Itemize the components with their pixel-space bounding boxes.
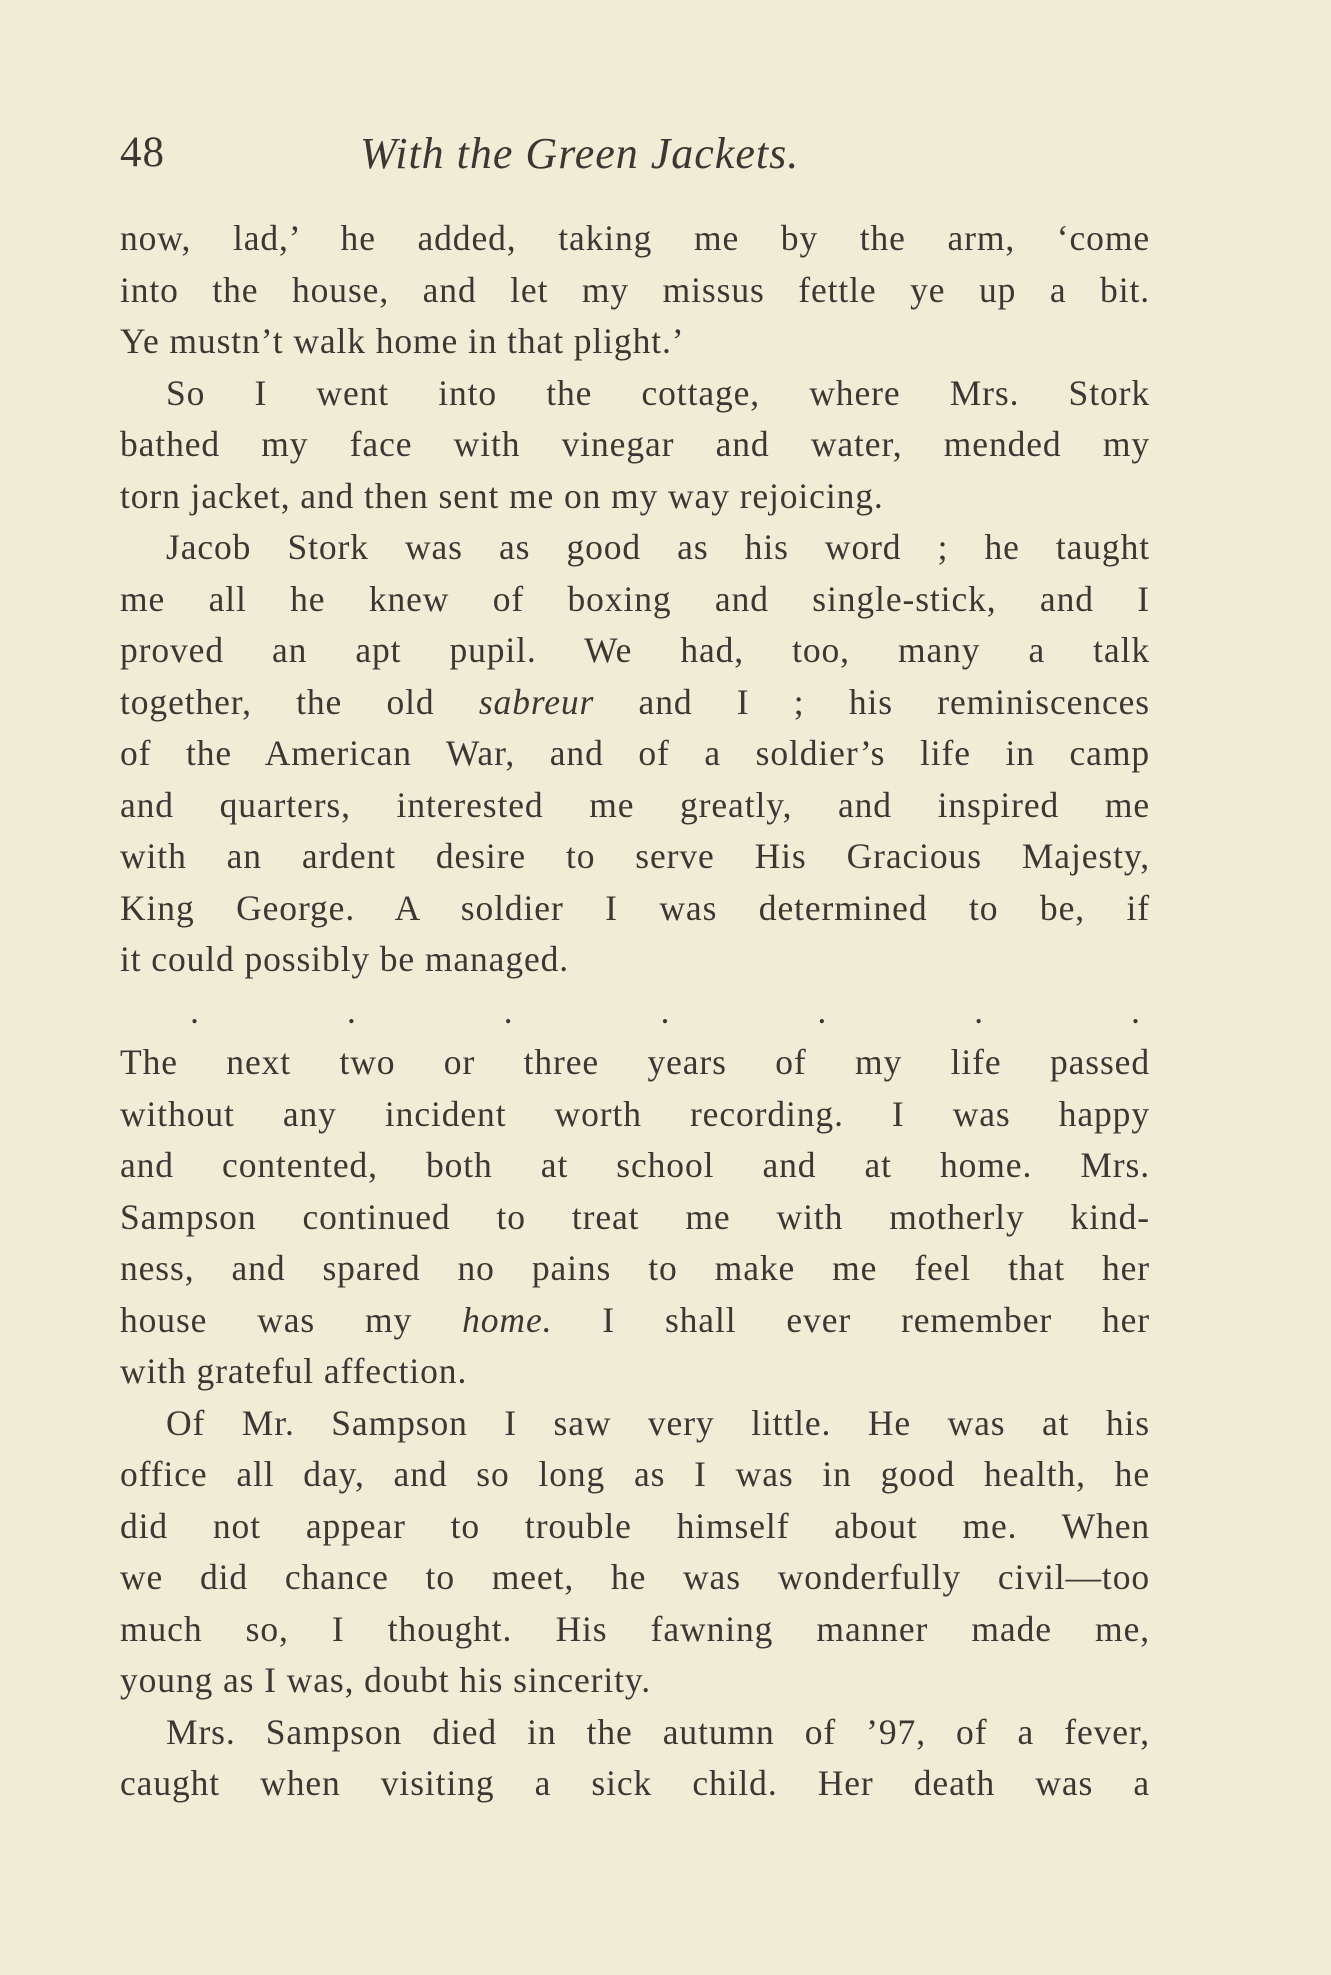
text-fragment: house was my <box>120 1299 463 1340</box>
text-line: and contented, both at school and at home. Mrs. <box>120 1145 1150 1185</box>
text-line: bathed my face with vinegar and water, mended my <box>120 424 1150 464</box>
text-line: torn jacket, and then sent me on my way rejoicing. <box>120 475 884 516</box>
body-text <box>120 213 1150 1810</box>
text-line <box>120 1295 1150 1347</box>
text-line: Mrs. Sampson died in the autumn of ’97, of a fever, <box>166 1711 1150 1752</box>
text-line: Of Mr. Sampson I saw very little. He was at his <box>166 1402 1150 1443</box>
text-line: young as I was, doubt his sincerity. <box>120 1660 651 1700</box>
text-section-before-break <box>120 213 1150 986</box>
text-line: proved an apt pupil. We had, too, many a talk <box>120 630 1150 670</box>
section-break-dot: . <box>503 990 513 1031</box>
section-break-dot: . <box>190 990 199 1031</box>
text-line: it could possibly be managed. <box>120 939 570 979</box>
text-line: much so, I thought. His fawning manner made me, <box>120 1608 1150 1649</box>
text-fragment: together, the old <box>120 681 479 722</box>
running-title: With the Green Jackets. <box>360 129 800 178</box>
text-line: into the house, and let my missus fettle ye up a bit. <box>120 269 1150 310</box>
text-line: King George. A soldier I was determined to be, if <box>120 887 1150 928</box>
section-break-dot: . <box>974 990 984 1031</box>
text-line: me all he knew of boxing and single-stick, and I <box>120 578 1150 619</box>
text-line <box>120 677 1150 729</box>
text-line: of the American War, and of a soldier’s life in camp <box>120 733 1150 773</box>
text-line: and quarters, interested me greatly, and inspired me <box>120 784 1150 825</box>
text-line: Jacob Stork was as good as his word ; he taught <box>166 527 1150 567</box>
text-line: did not appear to trouble himself about me. When <box>120 1505 1150 1546</box>
text-line: So I went into the cottage, where Mrs. Stork <box>166 372 1150 413</box>
text-line: The next two or three years of my life passed <box>120 1042 1150 1082</box>
section-break-dot: . <box>1130 990 1140 1031</box>
text-line: with an ardent desire to serve His Gracious Majesty, <box>120 836 1150 876</box>
section-break-dot: . <box>346 990 356 1031</box>
page-header <box>120 128 1160 198</box>
text-line: now, lad,’ he added, taking me by the arm, ‘come <box>120 218 1150 258</box>
text-line: we did chance to meet, he was wonderfully civil—too <box>120 1557 1150 1597</box>
text-line: with grateful affection. <box>120 1351 468 1391</box>
section-break-dot: . <box>817 990 827 1031</box>
italic-word: sabreur <box>478 681 595 722</box>
text-line: Ye mustn’t walk home in that plight.’ <box>120 321 685 361</box>
text-line: without any incident worth recording. I was happy <box>120 1093 1150 1134</box>
text-fragment: I shall ever remember her <box>552 1299 1151 1340</box>
text-fragment: and I ; his reminiscences <box>594 681 1150 722</box>
italic-word: home. <box>462 1299 553 1340</box>
section-break <box>190 986 1140 1038</box>
page-number: 48 <box>120 129 165 176</box>
text-section-after-break <box>120 1037 1150 1810</box>
section-break-dot: . <box>660 990 670 1031</box>
text-line: office all day, and so long as I was in good health, he <box>120 1454 1150 1494</box>
text-line: ness, and spared no pains to make me feel that her <box>120 1248 1150 1288</box>
text-line: caught when visiting a sick child. Her death was a <box>120 1763 1150 1803</box>
text-line: Sampson continued to treat me with motherly kind- <box>120 1196 1150 1237</box>
